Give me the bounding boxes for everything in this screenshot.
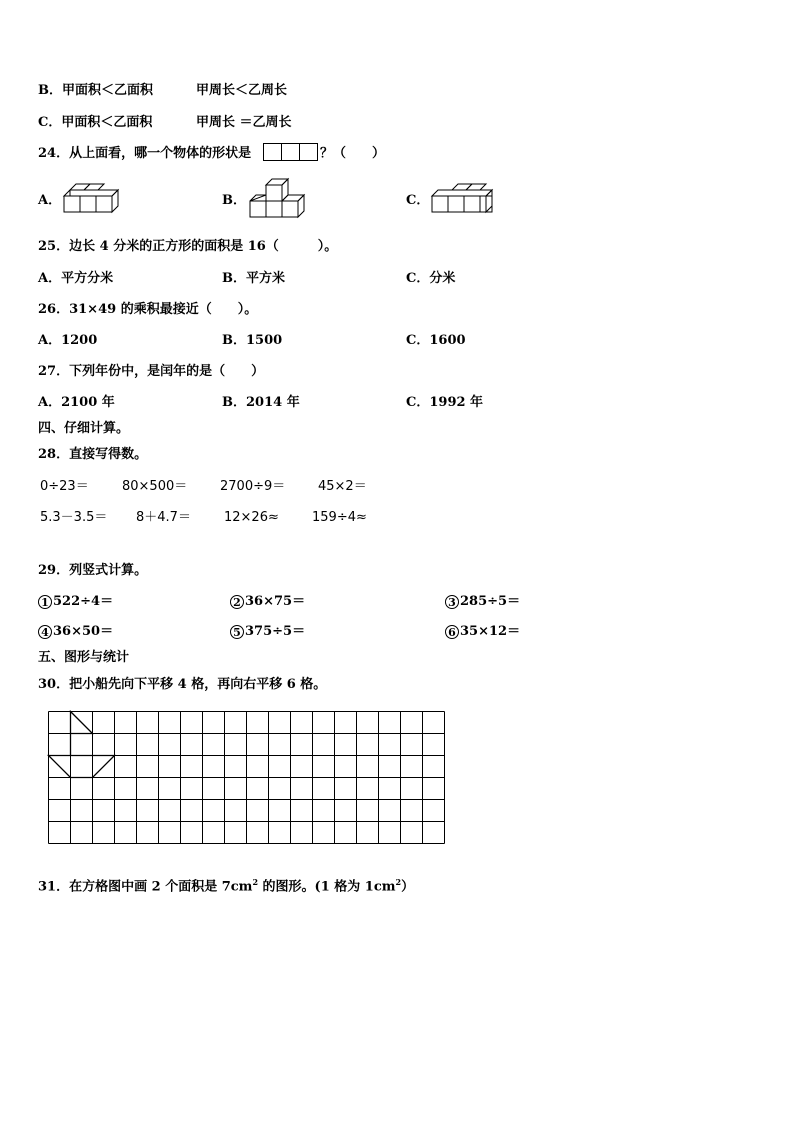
q28-item-8: 159÷4≈ (312, 510, 367, 525)
q27-option-a: A．2100 年 (38, 395, 115, 410)
q24-option-b-label: B． (222, 193, 246, 208)
q25-option-c: C．分米 (406, 271, 456, 286)
q29-item-6-expr: 35×12＝ (460, 624, 521, 639)
q28-item-1: 0÷23＝ (40, 479, 89, 494)
q29-item-4 (38, 623, 113, 641)
q25-option-a: A．平方分米 (38, 271, 114, 286)
circled-number: 2 (230, 595, 244, 609)
q29-item-2-expr: 36×75＝ (245, 594, 306, 609)
q31-text-post: ） (401, 879, 415, 895)
q31-superscript-2: 2 (395, 877, 402, 887)
circled-number: 3 (445, 595, 459, 609)
q24-option-c-label: C． (406, 193, 430, 208)
q25-option-b: B．平方米 (222, 271, 285, 286)
q28-question: 28．直接写得数。 (38, 447, 148, 462)
q24-question (38, 145, 251, 163)
section-4-heading: 四、仔细计算。 (38, 421, 130, 436)
q29-item-1 (38, 593, 113, 611)
q31-superscript-1: 2 (252, 877, 259, 887)
boat-shape (49, 712, 115, 778)
q28-item-3: 2700÷9＝ (220, 479, 286, 494)
q28-item-5: 5.3－3.5＝ (40, 510, 108, 525)
q24-top-view-figure (263, 143, 319, 162)
q30-grid (48, 711, 452, 858)
q24-option-a-label: A． (38, 193, 62, 208)
q26-question: 26．31×49 的乘积最接近（ ）。 (38, 302, 258, 317)
q29-item-5-expr: 375÷5＝ (245, 624, 306, 639)
circled-number: 5 (230, 625, 244, 639)
q29-item-2 (230, 593, 305, 611)
q29-item-5 (230, 623, 305, 641)
q24-option-a-cubes (62, 183, 122, 216)
q23-option-b (38, 82, 153, 100)
q26-option-b: B．1500 (222, 333, 283, 348)
section-5-heading: 五、图形与统计 (38, 650, 130, 665)
q23-option-c (38, 114, 152, 132)
q23-option-c-area: 甲面积＜乙面积 (61, 115, 153, 130)
q29-item-3 (445, 593, 520, 611)
boat-sail (71, 712, 93, 734)
circled-number: 6 (445, 625, 459, 639)
q29-item-3-expr: 285÷5＝ (460, 594, 521, 609)
q27-option-c: C．1992 年 (406, 395, 484, 410)
q24-text: 从上面看，哪一个物体的形状是 (69, 146, 252, 161)
q28-item-4: 45×2＝ (318, 479, 367, 494)
circled-number: 4 (38, 625, 52, 639)
q23-option-b-letter: B． (38, 83, 62, 98)
boat-hull (49, 756, 115, 778)
q31-text-pre: 31．在方格图中画 2 个面积是 7cm (38, 879, 253, 895)
q28-item-7: 12×26≈ (224, 510, 279, 525)
q30-question: 30．把小船先向下平移 4 格，再向右平移 6 格。 (38, 677, 327, 692)
q26-option-a: A．1200 (38, 333, 98, 348)
q31-text-mid: 的图形。(1 格为 1cm (258, 879, 396, 895)
q29-question: 29．列竖式计算。 (38, 563, 148, 578)
q28-item-2: 80×500＝ (122, 479, 188, 494)
q23-option-c-letter: C． (38, 115, 62, 130)
q27-option-b: B．2014 年 (222, 395, 300, 410)
q27-question: 27．下列年份中，是闰年的是（ ） (38, 364, 265, 379)
q23-option-b-area: 甲面积＜乙面积 (62, 83, 154, 98)
q23-option-c-perimeter: 甲周长 ＝乙周长 (196, 115, 292, 130)
q28-item-6: 8＋4.7＝ (136, 510, 191, 525)
q29-item-4-expr: 36×50＝ (53, 624, 114, 639)
circled-number: 1 (38, 595, 52, 609)
q24-option-b-cubes (246, 176, 310, 220)
q24-option-c-cubes (430, 183, 498, 216)
q23-option-b-perimeter: 甲周长＜乙周长 (196, 83, 288, 98)
q24-number: 24． (38, 146, 70, 161)
q26-option-c: C．1600 (406, 333, 466, 348)
q31-question (38, 873, 414, 896)
q29-item-1-expr: 522÷4＝ (53, 594, 114, 609)
q24-answer-blank: ？（ ） (320, 146, 386, 161)
q25-question: 25．边长 4 分米的正方形的面积是 16（ ）。 (38, 239, 338, 254)
q29-item-6 (445, 623, 520, 641)
